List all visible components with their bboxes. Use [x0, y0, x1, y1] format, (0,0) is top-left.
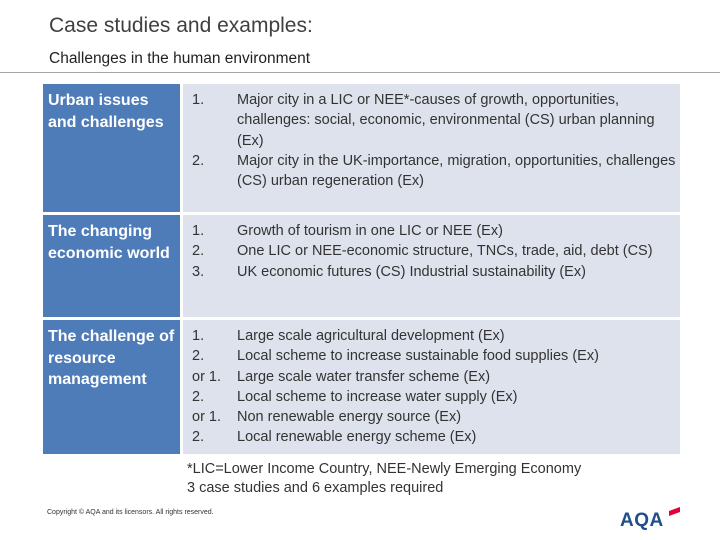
- table-row-resource: [43, 320, 680, 454]
- aqa-logo: [620, 505, 682, 533]
- slide-title: Case studies and examples:: [49, 14, 313, 37]
- item-number: or 1.: [192, 368, 222, 385]
- footnote-line-1: *LIC=Lower Income Country, NEE-Newly Emerging Economy: [187, 461, 582, 477]
- item-text: Local renewable energy scheme (Ex): [237, 429, 477, 446]
- item-text: UK economic futures (CS) Industrial sustainability (Ex): [237, 263, 586, 280]
- item-text: Large scale water transfer scheme (Ex): [237, 368, 491, 385]
- case-studies-table: [43, 84, 680, 457]
- logo-flag-icon: [668, 507, 681, 521]
- item-text: Local scheme to increase water supply (Ex): [237, 388, 518, 405]
- list-item: [192, 407, 680, 427]
- slide-subtitle: Challenges in the human environment: [49, 50, 311, 67]
- list-item: [192, 326, 680, 346]
- table-row-urban: [43, 84, 680, 212]
- item-number: 2.: [192, 243, 205, 260]
- item-number: 2.: [192, 388, 205, 405]
- item-number: 2.: [192, 152, 205, 169]
- row-heading: The challenge of resource management: [43, 320, 180, 454]
- row-heading: The changing economic world: [43, 215, 180, 317]
- title-divider: [0, 72, 720, 73]
- list-item: [192, 90, 680, 151]
- copyright-notice: Copyright © AQA and its licensors. All rights reserved.: [47, 509, 214, 516]
- footnote-line-2: 3 case studies and 6 examples required: [187, 480, 444, 496]
- logo-text: AQA: [620, 510, 664, 531]
- item-number: 2.: [192, 348, 205, 365]
- list-item: [192, 367, 680, 387]
- item-text: Major city in the UK-importance, migration, opportunities, challenges (CS) urban regeneration (Ex): [237, 152, 676, 190]
- item-number: 1.: [192, 92, 205, 108]
- item-text: Non renewable energy source (Ex): [237, 409, 462, 426]
- list-item: [192, 262, 680, 282]
- list-item: [192, 151, 680, 192]
- row-heading: Urban issues and challenges: [43, 84, 180, 212]
- list-item: [192, 221, 680, 241]
- item-text: Local scheme to increase sustainable food supplies (Ex): [237, 348, 599, 365]
- list-item: [192, 346, 680, 366]
- item-text: One LIC or NEE-economic structure, TNCs, trade, aid, debt (CS): [237, 243, 653, 260]
- item-number: 1.: [192, 328, 205, 344]
- item-number: 3.: [192, 263, 205, 280]
- item-text: Growth of tourism in one LIC or NEE (Ex): [237, 223, 503, 239]
- item-text: Major city in a LIC or NEE*-causes of growth, opportunities, challenges: social, economic, environmental (CS) urban planning (Ex): [237, 92, 655, 149]
- row-body: [183, 320, 680, 454]
- item-number: 1.: [192, 223, 205, 239]
- list-item: [192, 427, 680, 447]
- list-item: [192, 241, 680, 261]
- list-item: [192, 387, 680, 407]
- row-body: [183, 84, 680, 212]
- item-text: Large scale agricultural development (Ex): [237, 328, 505, 344]
- row-body: [183, 215, 680, 317]
- item-number: 2.: [192, 429, 205, 446]
- table-row-economic: [43, 215, 680, 317]
- item-number: or 1.: [192, 409, 222, 426]
- footnote: [187, 460, 581, 498]
